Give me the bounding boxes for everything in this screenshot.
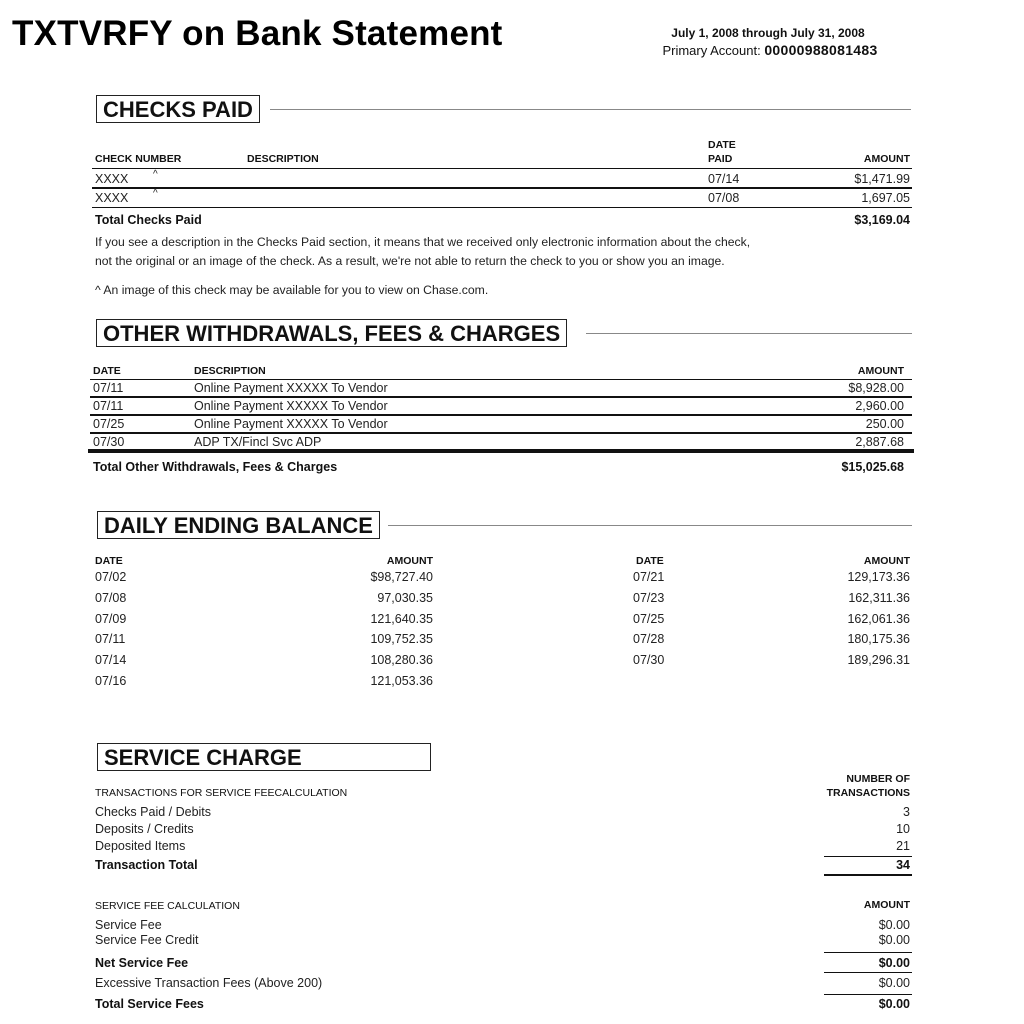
rule: [824, 972, 912, 973]
statement-period: July 1, 2008 through July 31, 2008: [671, 26, 865, 40]
col-amount: AMOUNT: [386, 555, 433, 567]
check-number: XXXX: [95, 191, 129, 205]
transaction-label: Deposited Items: [95, 839, 186, 853]
balance-amount: 121,640.35: [370, 612, 433, 626]
check-amount: 1,697.05: [861, 191, 910, 205]
net-service-fee-label: Net Service Fee: [95, 956, 189, 970]
section-rule: [586, 333, 912, 334]
balance-amount: 189,296.31: [847, 653, 910, 667]
total-withdrawals-label: Total Other Withdrawals, Fees & Charges: [93, 460, 338, 474]
balance-amount: 129,173.36: [847, 570, 910, 584]
rule: [90, 432, 912, 434]
col-amount: AMOUNT: [863, 555, 910, 567]
col-amount: AMOUNT: [863, 153, 910, 165]
total-withdrawals-amount: $15,025.68: [841, 460, 904, 474]
rule: [92, 207, 912, 208]
col-date: DATE: [95, 555, 123, 567]
daily-balance-heading: DAILY ENDING BALANCE: [97, 511, 380, 539]
balance-amount: 121,053.36: [370, 674, 433, 688]
balance-amount: 109,752.35: [370, 632, 433, 646]
transactions-heading: TRANSACTIONS FOR SERVICE FEECALCULATION: [95, 787, 348, 799]
col-check-number: CHECK NUMBER: [95, 153, 182, 165]
withdrawal-description: Online Payment XXXXX To Vendor: [194, 381, 388, 395]
col-description: DESCRIPTION: [247, 153, 319, 165]
transaction-value: 10: [896, 822, 910, 836]
withdrawal-description: Online Payment XXXXX To Vendor: [194, 417, 388, 431]
fee-label: Service Fee: [95, 918, 162, 932]
balance-amount: 180,175.36: [847, 632, 910, 646]
balance-date: 07/25: [633, 612, 665, 626]
other-withdrawals-heading: OTHER WITHDRAWALS, FEES & CHARGES: [96, 319, 567, 347]
check-number: XXXX: [95, 172, 129, 186]
rule: [88, 449, 914, 453]
total-service-fees-value: $0.00: [878, 997, 910, 1011]
total-checks-paid-amount: $3,169.04: [854, 213, 910, 227]
withdrawal-date: 07/25: [93, 417, 125, 431]
image-available-mark: ^: [153, 188, 158, 199]
withdrawal-date: 07/30: [93, 435, 125, 449]
fee-label: Service Fee Credit: [95, 933, 199, 947]
account-label: Primary Account:: [662, 43, 761, 58]
transaction-total-label: Transaction Total: [95, 858, 198, 872]
withdrawal-description: Online Payment XXXXX To Vendor: [194, 399, 388, 413]
page-title: TXTVRFY on Bank Statement: [12, 14, 503, 53]
col-date-paid-2: PAID: [708, 153, 733, 165]
transaction-label: Checks Paid / Debits: [95, 805, 212, 819]
total-service-fees-label: Total Service Fees: [95, 997, 204, 1011]
service-charge-heading: SERVICE CHARGE: [97, 743, 431, 771]
balance-date: 07/21: [633, 570, 665, 584]
check-date: 07/14: [708, 172, 740, 186]
balance-amount: $98,727.40: [370, 570, 433, 584]
rule: [90, 379, 912, 380]
balance-date: 07/08: [95, 591, 127, 605]
check-amount: $1,471.99: [854, 172, 910, 186]
rule: [824, 952, 912, 953]
total-checks-paid-label: Total Checks Paid: [95, 213, 202, 227]
transaction-total-value: 34: [896, 858, 910, 872]
transaction-value: 3: [903, 805, 910, 819]
rule: [90, 396, 912, 398]
balance-date: 07/28: [633, 632, 665, 646]
withdrawal-amount: 2,887.68: [855, 435, 904, 449]
rule: [90, 414, 912, 416]
balance-amount: 97,030.35: [377, 591, 433, 605]
balance-date: 07/14: [95, 653, 127, 667]
withdrawal-amount: $8,928.00: [848, 381, 904, 395]
rule: [824, 874, 912, 876]
col-date-paid-1: DATE: [708, 139, 736, 151]
checks-paid-heading: CHECKS PAID: [96, 95, 260, 123]
balance-date: 07/23: [633, 591, 665, 605]
col-transactions: TRANSACTIONS: [826, 787, 910, 799]
balance-date: 07/09: [95, 612, 127, 626]
section-rule: [270, 109, 911, 110]
fee-value: $0.00: [878, 933, 910, 947]
checks-note-line-2: not the original or an image of the check. As a result, we're not able to return the check to you or show you an image.: [95, 254, 725, 268]
withdrawal-description: ADP TX/Fincl Svc ADP: [194, 435, 322, 449]
transaction-value: 21: [896, 839, 910, 853]
col-description: DESCRIPTION: [194, 365, 266, 377]
withdrawal-date: 07/11: [93, 399, 124, 413]
col-number-of: NUMBER OF: [846, 773, 910, 785]
balance-amount: 162,311.36: [848, 591, 910, 605]
rule: [92, 168, 912, 169]
col-amount: AMOUNT: [857, 365, 904, 377]
fee-heading: SERVICE FEE CALCULATION: [95, 900, 240, 912]
withdrawal-amount: 2,960.00: [855, 399, 904, 413]
image-available-note: ^ An image of this check may be available for you to view on Chase.com.: [95, 283, 489, 297]
rule: [824, 856, 912, 857]
transaction-label: Deposits / Credits: [95, 822, 194, 836]
account-number: 00000988081483: [764, 42, 878, 58]
col-date: DATE: [636, 555, 664, 567]
excess-fee-label: Excessive Transaction Fees (Above 200): [95, 976, 323, 990]
balance-date: 07/02: [95, 570, 127, 584]
withdrawal-date: 07/11: [93, 381, 124, 395]
section-rule: [388, 525, 912, 526]
primary-account: [648, 42, 892, 58]
balance-amount: 162,061.36: [847, 612, 910, 626]
col-amount: AMOUNT: [863, 899, 910, 911]
fee-value: $0.00: [878, 918, 910, 932]
net-service-fee-value: $0.00: [878, 956, 910, 970]
image-available-mark: ^: [153, 169, 158, 180]
checks-note-line-1: If you see a description in the Checks Paid section, it means that we received only electronic information about the check,: [95, 235, 751, 249]
rule: [92, 187, 912, 189]
rule: [824, 994, 912, 995]
balance-date: 07/30: [633, 653, 665, 667]
withdrawal-amount: 250.00: [865, 417, 904, 431]
balance-date: 07/16: [95, 674, 127, 688]
balance-amount: 108,280.36: [370, 653, 433, 667]
check-date: 07/08: [708, 191, 740, 205]
balance-date: 07/11: [95, 632, 126, 646]
col-date: DATE: [93, 365, 121, 377]
excess-fee-value: $0.00: [878, 976, 910, 990]
